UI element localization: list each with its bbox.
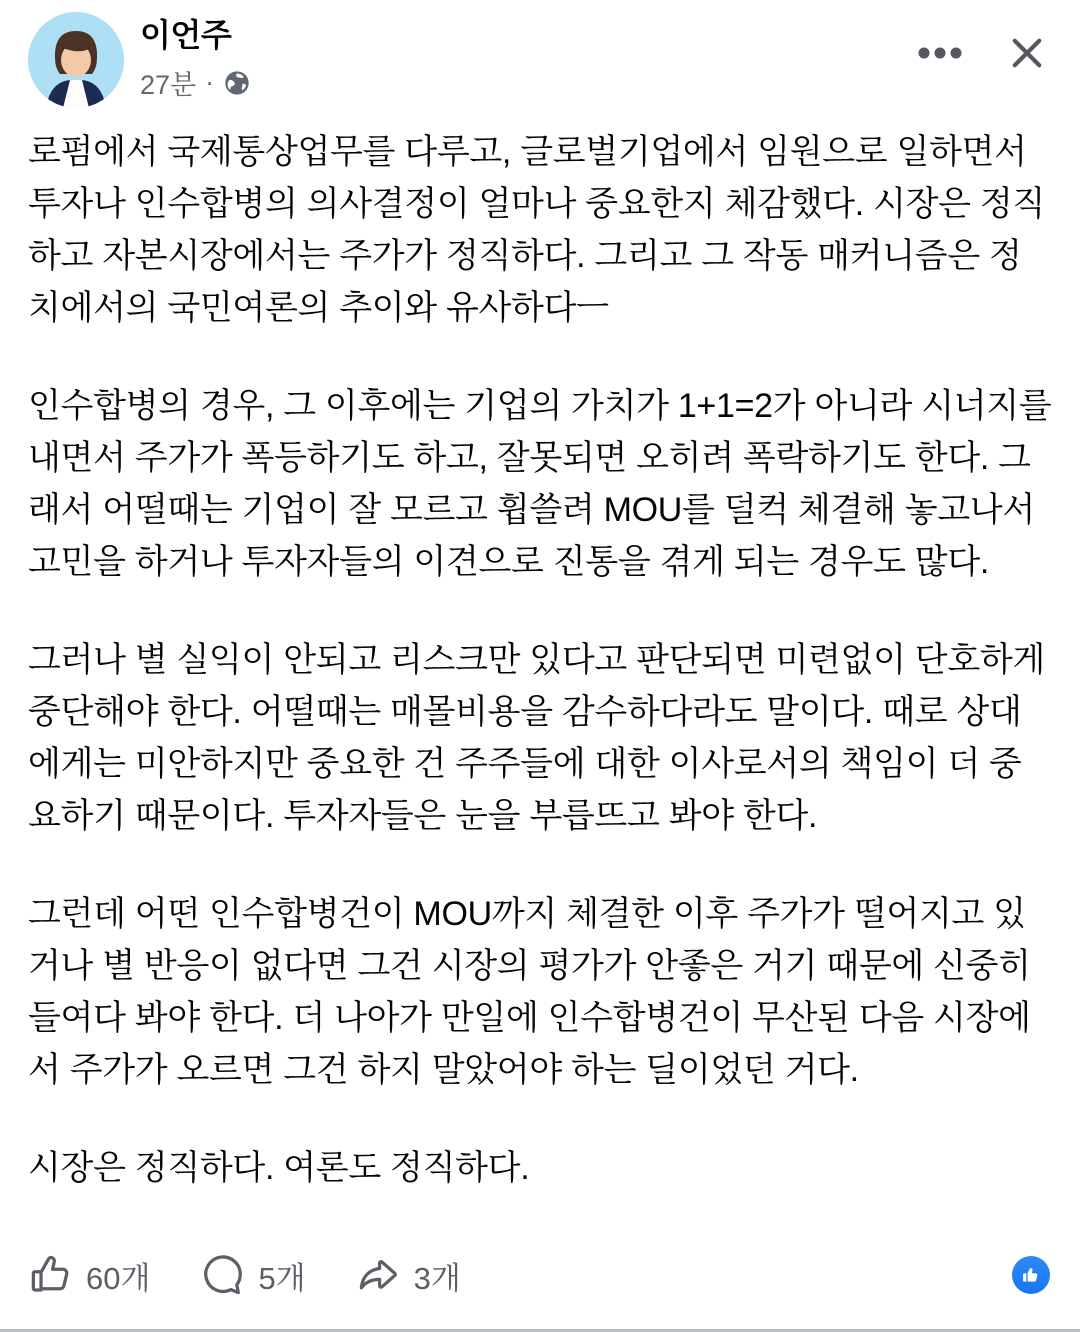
post-paragraph: 로펌에서 국제통상업무를 다루고, 글로벌기업에서 임원으로 일하면서 투자나 인수합병의 의사결정이 얼마나 중요한지 체감했다. 시장은 정직하고 자본시장에서는 주가가 정직하다. 그리고 그 작동 매커니즘은 정치에서의 국민여론의 추이와 유사하다ㅡ — [28, 133, 1045, 327]
avatar-photo-icon — [28, 12, 124, 108]
meta-separator: · — [205, 67, 215, 98]
timestamp: 27분 — [140, 70, 197, 101]
share-arrow-icon — [356, 1252, 402, 1298]
like-count[interactable] — [28, 1252, 150, 1298]
author-name[interactable]: 이언주 — [140, 17, 232, 53]
post-paragraph: 그러나 별 실익이 안되고 리스크만 있다고 판단되면 미련없이 단호하게 중단해야 한다. 어떨때는 매몰비용을 감수하다라도 말이다. 때로 상대에게는 미안하지만 중요한 건 주주들에 대한 이사로서의 책임이 더 중요하기 때문이다. 투자자들은 눈을 부릅뜨고 봐야 한다. — [28, 641, 1045, 835]
post-paragraph: 인수합병의 경우, 그 이후에는 기업의 가치가 1+1=2가 아니라 시너지를 내면서 주가가 폭등하기도 하고, 잘못되면 오히려 폭락하기도 한다. 그래서 어떨때는 기업이 잘 모르고 휩쓸려 MOU를 덜컥 체결해 놓고나서 고민을 하거나 투자자들의 이견으로 진통을 겪게 되는 경우도 많다. — [28, 387, 1052, 581]
close-button[interactable] — [1000, 26, 1054, 83]
more-options-button[interactable] — [910, 39, 970, 70]
post-subline — [140, 63, 251, 102]
comment-bubble-icon — [200, 1252, 246, 1298]
avatar[interactable] — [28, 12, 124, 108]
post-body — [0, 108, 1080, 1194]
close-x-icon — [1006, 32, 1048, 77]
share-count[interactable] — [356, 1252, 461, 1298]
engagement-bar — [28, 1252, 1050, 1298]
share-count-label: 3개 — [413, 1260, 461, 1296]
post-header — [0, 0, 1080, 108]
blue-like-badge-icon[interactable] — [1012, 1256, 1050, 1294]
post-paragraph: 시장은 정직하다. 여론도 정직하다. — [28, 1149, 530, 1187]
thumbs-up-icon — [28, 1252, 74, 1298]
post-paragraph: 그런데 어떤 인수합병건이 MOU까지 체결한 이후 주가가 떨어지고 있거나 별 반응이 없다면 그건 시장의 평가가 안좋은 거기 때문에 신중히 들여다 봐야 한다. 더 나아가 만일에 인수합병건이 무산된 다음 시장에서 주가가 오르면 그건 하지 말았어야 하는 딜이었던 거다. — [28, 895, 1031, 1089]
globe-public-icon — [223, 69, 251, 97]
header-meta — [140, 12, 251, 102]
like-count-label: 60개 — [86, 1260, 151, 1296]
three-dots-menu-icon — [916, 45, 964, 64]
comment-count[interactable] — [200, 1252, 305, 1298]
header-actions — [910, 12, 1054, 83]
comment-count-label: 5개 — [258, 1260, 306, 1296]
